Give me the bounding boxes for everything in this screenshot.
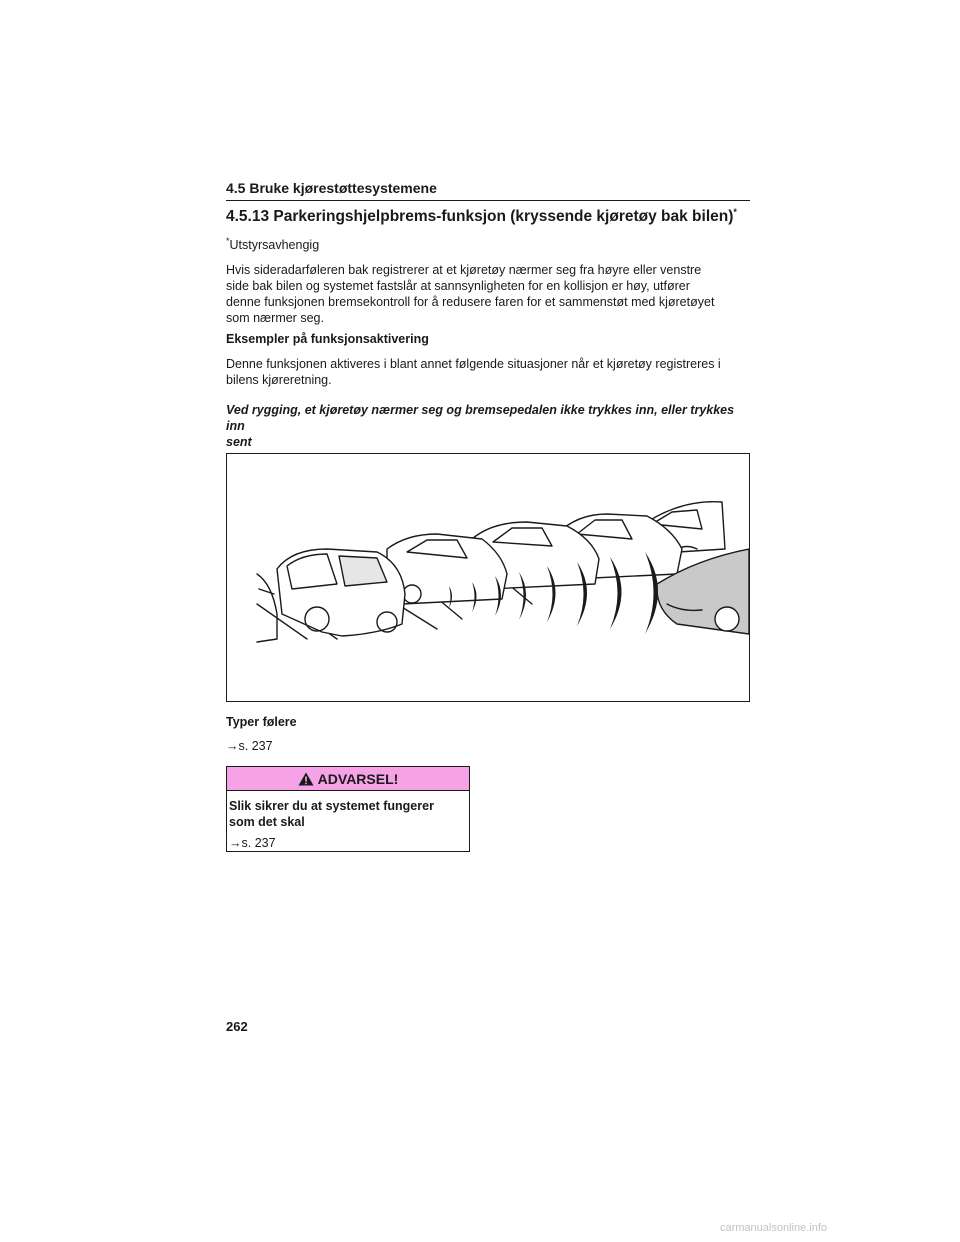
intro-paragraph — [226, 262, 750, 326]
header-divider — [226, 200, 750, 201]
optional-asterisk: * — [733, 207, 737, 217]
intro-line: denne funksjonen bremsekontroll for å redusere faren for et sammenstøt med kjøretøyet — [226, 295, 715, 309]
section-header: 4.5 Bruke kjørestøttesystemene — [226, 180, 437, 196]
sensor-page-link[interactable]: →s. 237 — [226, 739, 273, 753]
warning-line: som det skal — [229, 815, 305, 829]
warning-title: ADVARSEL! — [317, 770, 399, 787]
intro-line: som nærmer seg. — [226, 311, 324, 325]
warning-page-link[interactable]: →s. 237 — [229, 836, 276, 850]
subsection-title — [226, 207, 766, 226]
subsection-title-text: 4.5.13 Parkeringshjelpbrems-funksjon (kryssende kjøretøy bak bilen) — [226, 208, 734, 226]
scenario-heading — [226, 402, 750, 450]
footnote-asterisk: * — [226, 236, 230, 246]
optional-note-text: Utstyrsavhengig — [229, 238, 320, 253]
scenario-line: sent — [226, 435, 252, 449]
examples-paragraph — [226, 356, 750, 388]
warning-body-title — [229, 798, 467, 830]
sensor-types-heading: Typer følere — [226, 715, 297, 729]
examples-line: Denne funksjonen aktiveres i blant annet følgende situasjoner når et kjøretøy registreres i — [226, 357, 721, 371]
page-number: 262 — [226, 1019, 248, 1034]
parking-scene-drawing — [227, 454, 749, 701]
scenario-line: Ved rygging, et kjøretøy nærmer seg og bremsepedalen ikke trykkes inn, eller trykkes inn — [226, 403, 735, 433]
reversing-car — [277, 549, 405, 636]
warning-header — [227, 767, 469, 791]
optional-equipment-note — [226, 236, 319, 252]
intro-line: side bak bilen og systemet fastslår at sannsynligheten for en kollisjon er høy, utfører — [226, 279, 690, 293]
examples-heading: Eksempler på funksjonsaktivering — [226, 332, 429, 346]
warning-body — [227, 791, 469, 851]
parking-illustration — [226, 453, 750, 702]
watermark: carmanualsonline.info — [720, 1222, 828, 1234]
warning-triangle-icon — [298, 772, 314, 786]
examples-line: bilens kjøreretning. — [226, 373, 332, 387]
intro-line: Hvis sideradarføleren bak registrerer at et kjøretøy nærmer seg fra høyre eller venstre — [226, 263, 702, 277]
warning-box — [226, 766, 470, 852]
warning-line: Slik sikrer du at systemet fungerer — [229, 799, 434, 813]
